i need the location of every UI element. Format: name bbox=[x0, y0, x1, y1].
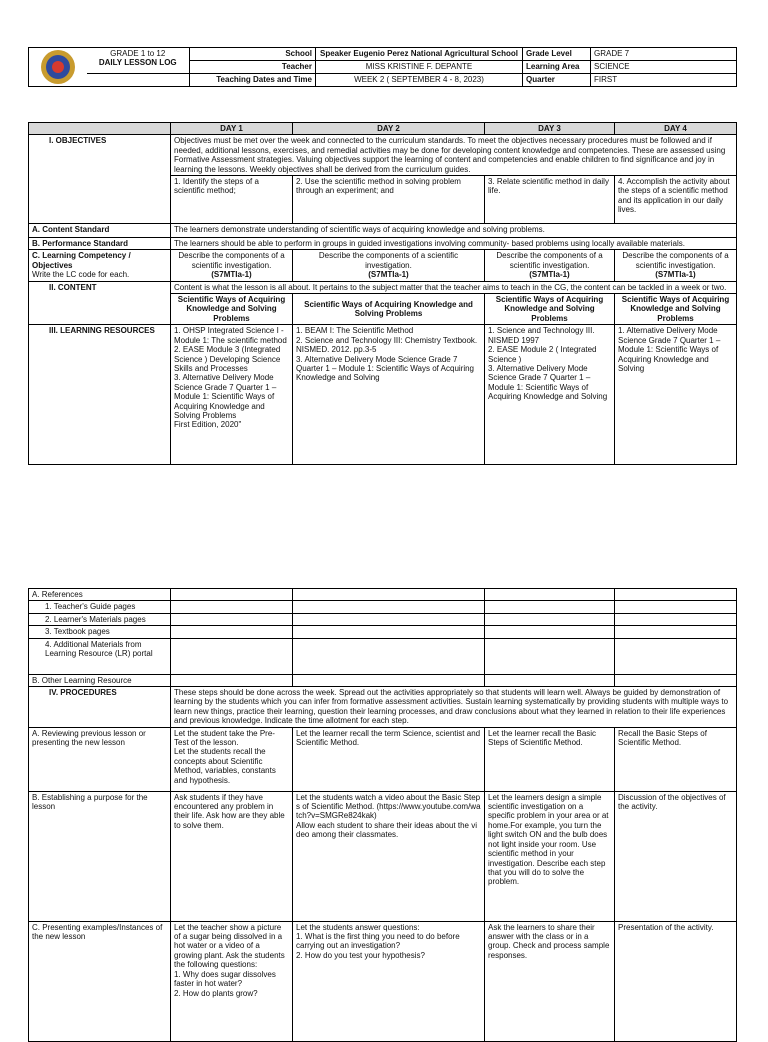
procedure-c-day-4: Presentation of the activity. bbox=[615, 921, 737, 1041]
content-standard-label: A. Content Standard bbox=[29, 224, 171, 238]
ref-additional-materials: 4. Additional Materials from Learning Resource (LR) portal bbox=[29, 638, 171, 674]
ref-teachers-guide: 1. Teacher's Guide pages bbox=[29, 601, 171, 613]
competency-code: (S7MTIa-1) bbox=[211, 270, 252, 280]
day-3-header: DAY 3 bbox=[485, 123, 615, 135]
day-1-header: DAY 1 bbox=[171, 123, 293, 135]
procedures-table bbox=[28, 588, 737, 1042]
log-title-cell bbox=[87, 48, 190, 74]
competency-day-1 bbox=[171, 250, 293, 281]
resources-day-3: 1. Science and Technology III. NISMED 1997 2. EASE Module 2 ( Integrated Science ) 3. Alternative Delivery Mode Science Grade 7 Quarter 1 – Module 1: Scientific Ways of Acquiring Knowledge and Solving bbox=[485, 325, 615, 465]
content-topic-day-1: Scientific Ways of Acquiring Knowledge and Solving Problems bbox=[171, 294, 293, 325]
content-topic-day-3: Scientific Ways of Acquiring Knowledge and Solving Problems bbox=[485, 294, 615, 325]
other-learning-resource: B. Other Learning Resource bbox=[29, 674, 171, 686]
competency-text: Describe the components of a scientific investigation. bbox=[622, 251, 729, 270]
objective-day-1: 1. Identify the steps of a scientific method; bbox=[171, 176, 293, 224]
objectives-table bbox=[28, 122, 737, 465]
procedure-a-label: A. Reviewing previous lesson or presenting the new lesson bbox=[29, 727, 171, 791]
header-table bbox=[28, 47, 737, 87]
objective-day-2: 2. Use the scientific method in solving problem through an experiment; and bbox=[293, 176, 485, 224]
procedure-a-day-4: Recall the Basic Steps of Scientific Method. bbox=[615, 727, 737, 791]
procedure-c-day-1: Let the teacher show a picture of a sugar being dissolved in a hot water or a video of a growing plant. Ask the students the following questions: 1. Why does sugar dissolves faster in hot water? 2. How do plants grow? bbox=[171, 921, 293, 1041]
procedures-label: IV. PROCEDURES bbox=[29, 687, 171, 728]
procedure-c-day-3: Ask the learners to share their answer with the class or in a group. Check and process sample responses. bbox=[485, 921, 615, 1041]
blank-cell bbox=[87, 74, 190, 87]
performance-standard-text: The learners should be able to perform in groups in guided investigations involving community- based problems using locally available materials. bbox=[171, 238, 737, 250]
objective-day-4: 4. Accomplish the activity about the steps of a scientific method and its application in our daily lives. bbox=[615, 176, 737, 224]
grade-level-label: Grade Level bbox=[523, 48, 591, 61]
resources-day-1: 1. OHSP Integrated Science I - Module 1: The scientific method 2. EASE Module 3 (Integrated Science ) Developing Science Skills and Processes 3. Alternative Delivery Mode Science Grade 7 Quarter 1 – Module 1: Scientific Ways of Acquiring Knowledge and Solving Problems First Edition, 2020" bbox=[171, 325, 293, 465]
competency-code: (S7MTIa-1) bbox=[368, 270, 409, 280]
quarter-label: Quarter bbox=[523, 74, 591, 87]
resources-label: III. LEARNING RESOURCES bbox=[29, 325, 171, 465]
dates-value: WEEK 2 ( SEPTEMBER 4 - 8, 2023) bbox=[316, 74, 523, 87]
objectives-intro: Objectives must be met over the week and connected to the curriculum standards. To meet the objectives necessary procedures must be followed and if needed, additional lessons, exercises, and remedial activities may be done for developing content knowledge and competencies. These are assessed using Formative Assessment strategies. Valuing objectives support the learning of content and competencies and enable children to find significance and joy in learning the lessons. Weekly objectives shall be derived from the curriculum guides. bbox=[171, 135, 737, 176]
school-label: School bbox=[190, 48, 316, 61]
day-2-header: DAY 2 bbox=[293, 123, 485, 135]
teacher-value: MISS KRISTINE F. DEPANTE bbox=[316, 61, 523, 74]
procedure-b-day-3: Let the learners design a simple scientific investigation on a specific problem in your area or at home.For example, you turn the light switch ON and the bulb does not light inside your room. Use scientific method in your investigation. Describe each step that you will do to solve the problem. bbox=[485, 791, 615, 921]
competency-text: Describe the components of a scientific investigation. bbox=[178, 251, 285, 270]
objective-day-3: 3. Relate scientific method in daily life. bbox=[485, 176, 615, 224]
ref-textbook: 3. Textbook pages bbox=[29, 626, 171, 638]
day-4-header: DAY 4 bbox=[615, 123, 737, 135]
quarter-value: FIRST bbox=[591, 74, 737, 87]
grade-level-value: GRADE 7 bbox=[591, 48, 737, 61]
ref-learners-materials: 2. Learner's Materials pages bbox=[29, 613, 171, 625]
school-value: Speaker Eugenio Perez National Agricultural School bbox=[316, 48, 523, 61]
competency-code: (S7MTIa-1) bbox=[655, 270, 696, 280]
objectives-label: I. OBJECTIVES bbox=[29, 135, 171, 224]
content-intro: Content is what the lesson is all about. It pertains to the subject matter that the teacher aims to teach in the CG, the content can be tackled in a week or two. bbox=[171, 281, 737, 293]
deped-seal-logo bbox=[29, 48, 87, 87]
dates-label: Teaching Dates and Time bbox=[190, 74, 316, 87]
learning-area-value: SCIENCE bbox=[591, 61, 737, 74]
competency-text: Describe the components of a scientific investigation. bbox=[318, 251, 459, 270]
resources-day-2: 1. BEAM I: The Scientific Method 2. Science and Technology III: Chemistry Textbook. NISMED. 2012. pp.3-5 3. Alternative Delivery Mode Science Grade 7 Quarter 1 – Module 1: Scientific Ways of Acquiring Knowledge and Solving bbox=[293, 325, 485, 465]
performance-standard-label: B. Performance Standard bbox=[29, 238, 171, 250]
procedure-a-day-2: Let the learner recall the term Science, scientist and Scientific Method. bbox=[293, 727, 485, 791]
procedure-c-label: C. Presenting examples/Instances of the new lesson bbox=[29, 921, 171, 1041]
procedure-b-label: B. Establishing a purpose for the lesson bbox=[29, 791, 171, 921]
procedures-intro: These steps should be done across the week. Spread out the activities appropriately so that students will learn well. Always be guided by demonstration of learning by the students which you can infer from formative assessment activities. Sustain learning systematically by providing students with multiple ways to learn new things, practice their learning, question their learning processes, and draw conclusions about what they learned in relation to their life experiences and previous knowledge. Indicate the time allotment for each step. bbox=[171, 687, 737, 728]
references-label: A. References bbox=[29, 589, 171, 601]
procedure-b-day-1: Ask students if they have encountered any problem in their life. Ask how are they able to solve them. bbox=[171, 791, 293, 921]
learning-area-label: Learning Area bbox=[523, 61, 591, 74]
log-title: DAILY LESSON LOG bbox=[98, 58, 177, 68]
competency-day-4 bbox=[615, 250, 737, 281]
procedure-a-day-1: Let the student take the Pre-Test of the lesson. Let the students recall the concepts about Scientific Method, variables, constants and hypothesis. bbox=[171, 727, 293, 791]
content-topic-day-4: Scientific Ways of Acquiring Knowledge and Solving Problems bbox=[615, 294, 737, 325]
resources-day-4: 1. Alternative Delivery Mode Science Grade 7 Quarter 1 – Module 1: Scientific Ways of Acquiring Knowledge and Solving bbox=[615, 325, 737, 465]
competency-note: Write the LC code for each. bbox=[32, 270, 130, 280]
competency-day-3 bbox=[485, 250, 615, 281]
competency-code: (S7MTIa-1) bbox=[529, 270, 570, 280]
teacher-label: Teacher bbox=[190, 61, 316, 74]
procedure-b-day-4: Discussion of the objectives of the activity. bbox=[615, 791, 737, 921]
procedure-b-day-2: Let the students watch a video about the Basic Steps of Scientific Method. (https://www.youtube.com/watch?v=SMGRe824kak) Allow each student to share their ideas about the video among their classmates. bbox=[293, 791, 485, 921]
corner-cell bbox=[29, 123, 171, 135]
competency-label-cell bbox=[29, 250, 171, 281]
content-label: II. CONTENT bbox=[29, 281, 171, 325]
procedure-c-day-2: Let the students answer questions: 1. What is the first thing you need to do before carrying out an investigation? 2. How do you test your hypothesis? bbox=[293, 921, 485, 1041]
competency-day-2 bbox=[293, 250, 485, 281]
competency-text: Describe the components of a scientific investigation. bbox=[496, 251, 603, 270]
content-topic-day-2: Scientific Ways of Acquiring Knowledge and Solving Problems bbox=[293, 294, 485, 325]
content-standard-text: The learners demonstrate understanding of scientific ways of acquiring knowledge and solving problems. bbox=[171, 224, 737, 238]
competency-label: C. Learning Competency / Objectives bbox=[32, 251, 131, 270]
grade-range: GRADE 1 to 12 bbox=[110, 49, 166, 58]
procedure-a-day-3: Let the learner recall the Basic Steps of Scientific Method. bbox=[485, 727, 615, 791]
